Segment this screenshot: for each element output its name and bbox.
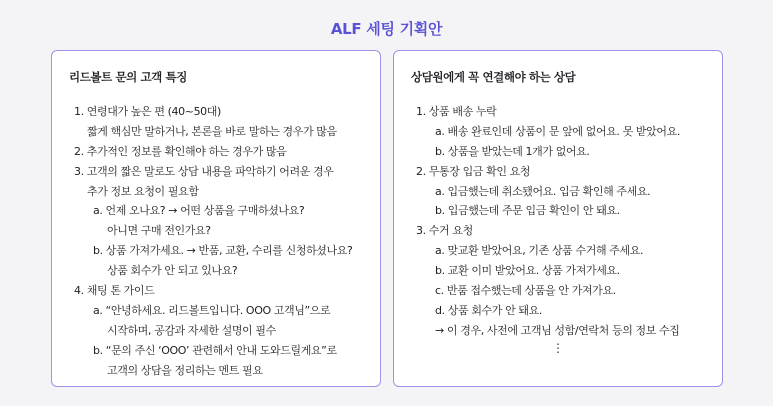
list-item: b. 교환 이미 받았어요. 상품 가져가세요. — [435, 264, 620, 278]
list-item: 3. 수거 요청 — [416, 224, 473, 238]
list-item: a. “안녕하세요. 리드볼트입니다. OOO 고객님”으로 — [93, 303, 331, 317]
list-item: a. 배송 완료인데 상품이 문 앞에 없어요. 못 받았어요. — [435, 124, 680, 138]
list-item: b. 입금했는데 주문 입금 확인이 안 돼요. — [435, 204, 620, 218]
list-item: a. 맞교환 받았어요, 기존 상품 수거해 주세요. — [435, 244, 644, 258]
list-item: b. 상품을 받았는데 1개가 없어요. — [435, 144, 590, 158]
page-title: ALF 세팅 기획안 — [330, 20, 443, 38]
handoff-list — [416, 102, 714, 341]
list-item: c. 반품 접수했는데 상품을 안 가져가요. — [435, 284, 616, 298]
card-title: 상담원에게 꼭 연결해야 하는 상담 — [411, 70, 576, 84]
list-item: 2. 무통장 입금 확인 요청 — [416, 164, 531, 178]
list-item: 고객의 상담을 정리하는 멘트 필요 — [107, 363, 263, 377]
list-item: b. 상품 가져가세요. → 반품, 교환, 수리를 신청하셨나요? — [93, 244, 353, 258]
list-item: → 이 경우, 사전에 고객님 성함/연락처 등의 정보 수집 — [435, 323, 680, 337]
list-item: 시작하며, 공감과 자세한 설명이 필수 — [107, 323, 276, 337]
traits-list — [74, 102, 372, 380]
customer-traits-card — [51, 50, 381, 387]
list-item: 4. 채팅 톤 가이드 — [74, 284, 155, 298]
list-item: 추가 정보 요청이 필요함 — [87, 184, 199, 198]
list-item: 1. 연령대가 높은 편 (40~50대) — [74, 105, 221, 118]
list-item: 상품 회수가 안 되고 있나요? — [107, 264, 238, 278]
agent-handoff-card — [393, 50, 723, 387]
list-item: d. 상품 회수가 안 돼요. — [435, 303, 542, 317]
list-item: 3. 고객의 짧은 말로도 상담 내용을 파악하기 어려운 경우 — [74, 164, 334, 178]
list-item: a. 언제 오나요? → 어떤 상품을 구매하셨나요? — [93, 204, 305, 218]
list-item: 2. 추가적인 정보를 확인해야 하는 경우가 많음 — [74, 144, 287, 158]
card-title: 리드볼트 문의 고객 특징 — [69, 70, 187, 84]
list-item: 짧게 핵심만 말하거나, 본론을 바로 말하는 경우가 많음 — [87, 124, 337, 138]
more-ellipsis-icon: ⋮ — [552, 341, 564, 355]
list-item: a. 입금했는데 취소됐어요. 입금 확인해 주세요. — [435, 184, 651, 198]
list-item: 아니면 구매 전인가요? — [107, 224, 211, 238]
list-item: b. “문의 주신 ‘OOO’ 관련해서 안내 도와드릴게요”로 — [93, 343, 337, 357]
list-item: 1. 상품 배송 누락 — [416, 105, 497, 118]
